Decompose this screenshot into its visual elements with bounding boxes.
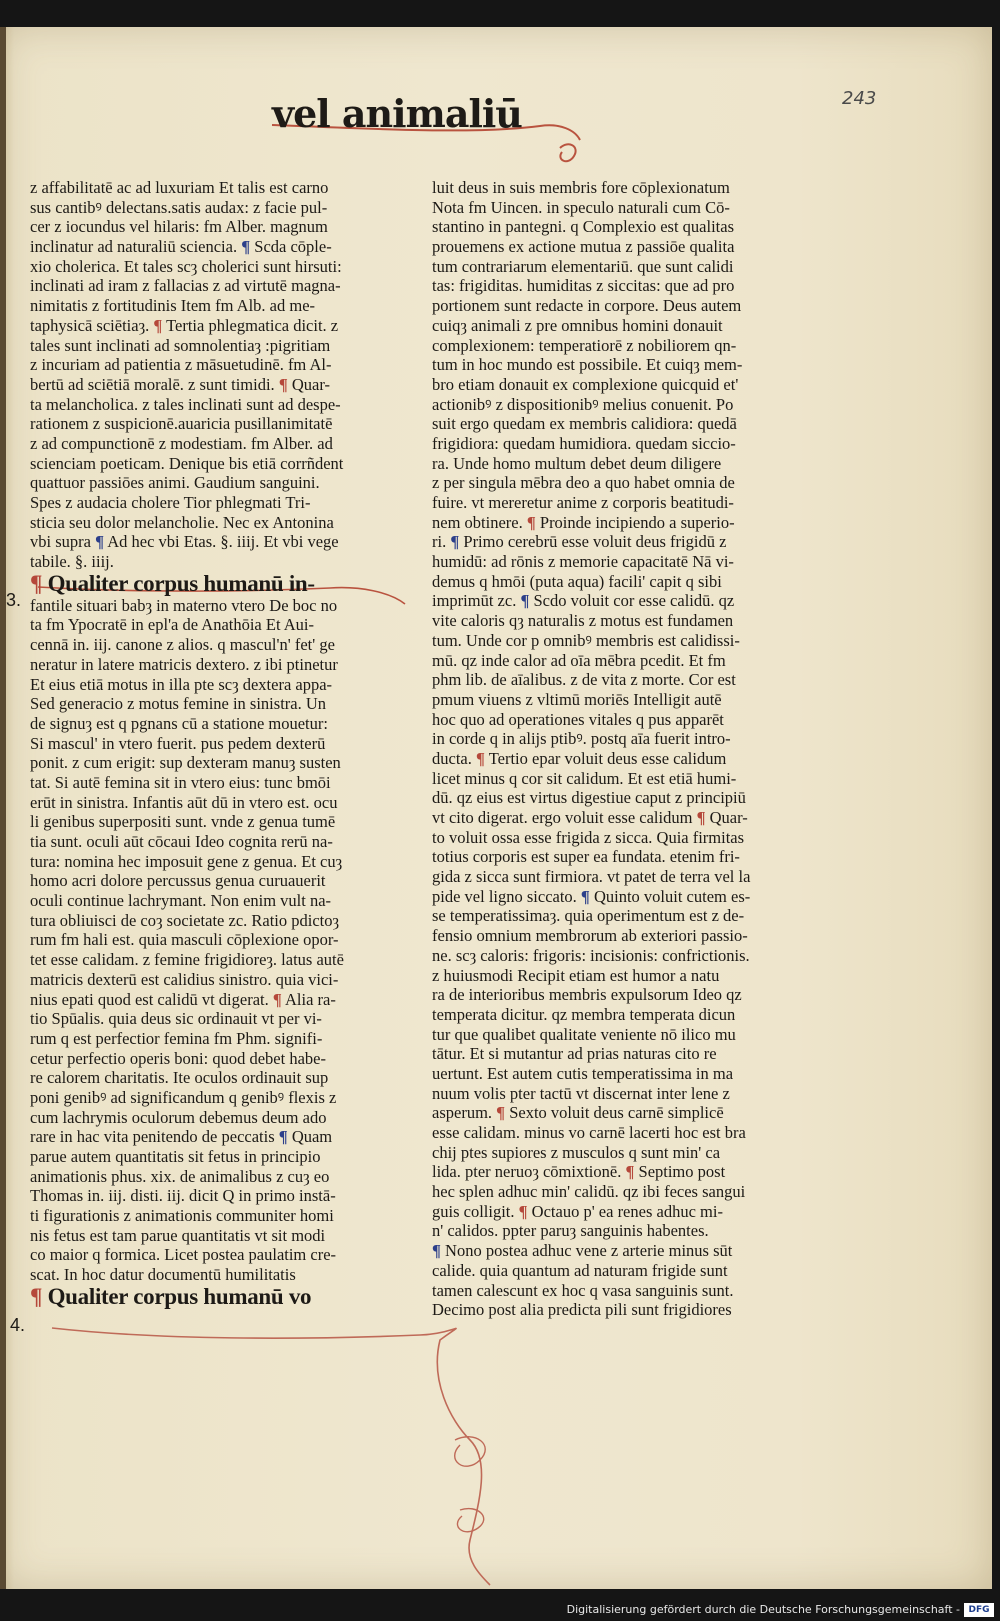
text-line: matricis dexterū est calidius sinistro. quia vici-: [30, 969, 339, 989]
text-line: nimitatis z fortitudinis Item fm Alb. ad me-: [30, 296, 316, 316]
text-line: phm lib. de aīalibus. z de vita z morte. Cor est: [432, 670, 736, 690]
text-line: tamen calescunt ex hoc q vasa sanguinis sunt.: [432, 1280, 734, 1300]
text-line: li genibus superpositi sunt. vnde z genua tumē: [30, 812, 336, 832]
text-line: humidū: ad rōnis z memorie capacitatē Nā vi-: [432, 552, 734, 572]
text-line: oculi continue lachrymant. Non enim vult na-: [30, 891, 332, 911]
text-line: Sed generacio z motus femine in sinistra. Un: [30, 694, 327, 714]
text-line: scienciam poeticam. Denique bis etiā corrñdent: [30, 453, 344, 473]
text-line: demus q hmōi (puta aqua) facili' capit q sibi: [432, 571, 722, 591]
text-line: tet esse calidam. z femine frigidioreȝ. latus autē: [30, 950, 344, 970]
rubric-paragraph-mark-icon: ¶: [30, 1284, 43, 1309]
rubric-paragraph-mark-icon: ¶: [496, 1103, 506, 1123]
text-line: tales sunt inclinati ad somnolentiaȝ :pigritiam: [30, 335, 331, 355]
text-line: calide. quia quantum ad naturam frigide sunt: [432, 1260, 728, 1280]
text-line: nis fetus est tam parue quantitatis vt sit modi: [30, 1225, 326, 1245]
rubric-paragraph-mark-icon: ¶: [95, 532, 104, 552]
text-line: z per singula mēbra deo a quo habet omnia de: [432, 473, 735, 493]
text-line: licet minus q cor sit calidum. Et est etiā humi-: [432, 768, 737, 788]
text-line: poni genibꝰ ad significandum q genibꝰ flexis z: [30, 1087, 337, 1107]
text-line: homo acri dolore percussus genua curuauerit: [30, 871, 326, 891]
text-line: animationis phus. xix. de animalibus z cuȝ eo: [30, 1166, 330, 1186]
text-line: nem obtinere. ¶ Proinde incipiendo a superio-: [432, 512, 735, 532]
text-line: dū. qz eius est virtus digestiue caput z principiū: [432, 788, 746, 808]
text-line: to voluit ossa esse frigida z sicca. Quia firmitas: [432, 827, 745, 847]
rubric-paragraph-mark-icon: ¶: [278, 1127, 288, 1147]
text-line: z ad compunctionē z modestiam. fm Alber. ad: [30, 433, 333, 453]
text-line: Si mascul' in vtero fuerit. pus pedem dexterū: [30, 733, 326, 753]
rubric-paragraph-mark-icon: ¶: [153, 315, 163, 335]
text-line: ra. Unde homo multum debet deum diligere: [432, 453, 722, 473]
text-line: tat. Si autē femina sit in vtero eius: tunc bmōi: [30, 772, 331, 792]
text-line: mū. qz inde calor ad oīa mēbra pcedit. Et fm: [432, 650, 726, 670]
text-line: z affabilitatē ac ad luxuriam Et talis est carno: [30, 178, 329, 197]
text-line: quattuor passiōes animi. Gaudium sanguini.: [30, 473, 320, 493]
text-line: rare in hac vita penitendo de peccatis ¶ Quam: [30, 1127, 333, 1147]
margin-number-4: 4.: [10, 1315, 26, 1335]
text-line: temperata dicitur. qz membra temperata dicun: [432, 1004, 736, 1024]
text-line: co maior q formica. Licet postea paulatim cre-: [30, 1245, 337, 1265]
text-line: rationem z suspicionē.auaricia pusillanimitatē: [30, 414, 333, 434]
text-line: re calorem charitatis. Ite oculos ordinauit sup: [30, 1068, 329, 1088]
rubric-paragraph-mark-icon: ¶: [241, 237, 251, 257]
text-line: nius epati quod est calidū vt digerat. ¶ Alia ra-: [30, 989, 336, 1009]
text-line: esse calidam. minus vo carnē lacerti hoc est bra: [432, 1123, 746, 1142]
text-line: ducta. ¶ Tertio epar voluit deus esse calidum: [432, 748, 727, 768]
text-line: portionem sunt redacte in corpore. Deus autem: [432, 296, 742, 316]
text-line: ti figurationis z animationis communiter homi: [30, 1206, 334, 1226]
text-line: z huiusmodi Recipit etiam est humor a natu: [432, 965, 720, 985]
text-line: parue autem quantitatis sit fetus in principio: [30, 1147, 321, 1166]
text-line: Nota fm Uincen. in speculo naturali cum Cō-: [432, 197, 730, 217]
text-line: tas: frigiditas. humiditas z siccitas: que ad pro: [432, 276, 735, 296]
text-line: Spes z audacia cholere Tior phlegmati Tri-: [30, 493, 311, 512]
text-line: ri. ¶ Primo cerebrū esse voluit deus frigidū z: [432, 532, 727, 552]
text-line: tio Spūalis. quia deus sic ordinauit vt per vi-: [30, 1009, 322, 1029]
text-line: hec splen adhuc min' calidū. qz ibi feces sangui: [432, 1182, 746, 1202]
rubric-paragraph-mark-icon: ¶: [625, 1162, 635, 1182]
text-line: tura: nomina hec imposuit gene z genua. Et cuȝ: [30, 851, 343, 871]
rubric-paragraph-mark-icon: ¶: [580, 886, 590, 906]
text-line: Thomas in. iij. disti. iij. dicit Q in primo instā-: [30, 1186, 336, 1206]
text-line: lida. pter neruoȝ cōmixtionē. ¶ Septimo post: [432, 1162, 726, 1182]
bottom-flourish-curl-lower: [457, 1509, 483, 1532]
text-line: guis colligit. ¶ Octauo p' ea renes adhuc mi-: [432, 1201, 723, 1221]
rubric-paragraph-mark-icon: ¶: [696, 808, 706, 827]
text-line: tabile. §. iiij.: [30, 552, 114, 572]
text-line: fuire. vt mereretur anime z corporis beatitudi-: [432, 493, 734, 512]
text-line: sus cantibꝰ delectans.satis audax: z facie pul-: [30, 197, 328, 217]
rubric-paragraph-mark-icon: ¶: [475, 748, 485, 768]
rubric-paragraph-mark-icon: ¶: [520, 591, 530, 611]
text-line: asperum. ¶ Sexto voluit deus carnē simplicē: [432, 1103, 724, 1123]
text-line: ne. scȝ caloris: frigoris: incisionis: confrictionis.: [432, 945, 750, 965]
text-line: gida z sicca sunt firmiora. vt patet de terra vel la: [432, 867, 751, 887]
text-line: rum fm hali est. quia masculi cōplexione opor-: [30, 930, 339, 950]
bottom-rubric-flourish: [52, 1328, 490, 1585]
text-line: luit deus in suis membris fore cōplexionatum: [432, 178, 730, 197]
text-line: cetur perfectio operis boni: quod debet habe-: [30, 1048, 326, 1068]
text-line: rum q est perfectior femina fm Phm. signifi-: [30, 1028, 323, 1048]
text-line: cuiqȝ animali z pre omnibus homini donauit: [432, 315, 723, 335]
rubric-paragraph-mark-icon: ¶: [272, 989, 282, 1009]
rubric-paragraph-mark-icon: ¶: [526, 512, 536, 532]
text-line: tātur. Et si mutantur ad prias naturas cito re: [432, 1044, 717, 1064]
right-text-column: [432, 178, 806, 1320]
text-line: pmum viuens z vltimū moriēs Intelligit autē: [432, 689, 722, 709]
text-line: pide vel ligno siccato. ¶ Quinto voluit cutem es-: [432, 886, 751, 906]
text-line: z incuriam ad patientia z māsuetudinē. fm Al-: [30, 355, 332, 375]
text-line: erūt in sinistra. Infantis aūt dū in vtero est. ocu: [30, 792, 338, 812]
text-line: tum in hoc mundo est possibile. Et cuiqȝ mem-: [432, 355, 743, 375]
text-line: hoc quo ad operationes vitales q pus apparēt: [432, 709, 724, 729]
text-line: cum lachrymis oculorum debemus deum ado: [30, 1107, 327, 1127]
dfg-logo-icon: DFG: [964, 1603, 994, 1617]
header-flourish-loop: [560, 144, 576, 161]
text-line: inclinati ad iram z fallacias z ad virtutē magna-: [30, 276, 341, 296]
text-line: neratur in latere matricis dextero. z ibi ptinetur: [30, 654, 338, 674]
folio-number: 243: [842, 88, 877, 109]
text-line: stantino in pantegni. q Complexio est qualitas: [432, 217, 735, 237]
text-line: actionibꝰ z dispositionibꝰ melius conuenit. Po: [432, 394, 734, 414]
text-line: frigidiora: quedam humidiora. quedam siccio-: [432, 433, 736, 453]
text-line: tia sunt. oculi aūt cōcaui Ideo cognita rerū na-: [30, 832, 333, 851]
text-line: bertū ad sciētiā moralē. z sunt timidi. ¶ Quar-: [30, 374, 331, 394]
text-line: fantile situari babȝ in materno vtero De boc no: [30, 595, 338, 615]
text-line: cer z iocundus vel hilaris: fm Alber. magnum: [30, 217, 328, 237]
rubric-paragraph-mark-icon: ¶: [278, 374, 288, 394]
text-line: tum contrariarum elementariū. que sunt calidi: [432, 256, 734, 276]
text-line: ponit. z cum erigit: sup dexteram manuȝ susten: [30, 753, 341, 773]
rubric-paragraph-mark-icon: ¶: [432, 1241, 441, 1261]
rubric-paragraph-mark-icon: ¶: [450, 532, 460, 552]
text-line: uertunt. Est autem cutis temperatissima in ma: [432, 1063, 734, 1083]
text-line: fensio omnium membrorum ab exteriori passio-: [432, 926, 748, 946]
text-line: complexionem: temperatiorē z nobiliorem qn-: [432, 335, 737, 355]
text-line: ta melancholica. z tales inclinati sunt ad despe-: [30, 394, 341, 414]
text-line: sticia seu dolor melancholie. Nec ex Antonina: [30, 512, 334, 532]
text-line: chij ptes supiores z musculos q sunt min' ca: [432, 1142, 721, 1162]
text-line: vite caloris qȝ naturalis z motus est fundamen: [432, 611, 734, 631]
text-line: ¶ Qualiter corpus humanū in-: [30, 571, 315, 596]
rubric-paragraph-mark-icon: ¶: [518, 1201, 528, 1221]
text-line: imprimūt zc. ¶ Scdo voluit cor esse calidū. qz: [432, 591, 735, 611]
text-line: scat. In hoc datur documentū humilitatis: [30, 1265, 296, 1285]
footer-credit: Digitalisierung gefördert durch die Deutsche Forschungsgemeinschaft -: [566, 1603, 960, 1616]
margin-number-3: 3.: [6, 590, 22, 610]
text-line: vt cito digerat. ergo voluit esse calidum ¶ Quar-: [432, 808, 748, 827]
text-line: ra de interioribus membris expulsorum Ideo qz: [432, 985, 742, 1005]
text-line: inclinatur ad naturaliū sciencia. ¶ Scda cōple-: [30, 237, 332, 257]
text-line: tura obliuisci de coȝ societate zc. Ratio pdictoȝ: [30, 910, 340, 930]
text-line: bro etiam donauit ex complexione quicquid et': [432, 374, 739, 394]
text-line: tum. Unde cor p omnibꝰ membris est calidissi-: [432, 630, 740, 650]
text-line: cennā in. iij. canone z alios. q mascul'n' fet' ge: [30, 635, 335, 655]
text-line: Decimo post alia predicta pili sunt frigidiores: [432, 1300, 732, 1320]
text-line: totius corporis est super ea fundata. etenim fri-: [432, 847, 740, 867]
text-line: suit ergo quedam ex membris calidiora: quedā: [432, 414, 737, 434]
text-line: taphysicā sciētiaȝ. ¶ Tertia phlegmatica dicit. z: [30, 315, 339, 335]
text-line: prouemens ex actione mutua z passiōe qualita: [432, 237, 735, 257]
text-line: in corde q in alijs ptibꝰ. postq aīa fuerit intro-: [432, 729, 731, 749]
text-line: n' calidos. ppter paruȝ sanguinis habentes.: [432, 1221, 709, 1241]
text-line: se temperatissimaȝ. quia operimentum est z de-: [432, 906, 745, 926]
text-line: ¶ Qualiter corpus humanū vo: [30, 1284, 312, 1309]
text-line: de signuȝ est q pgnans cū a statione mouetur:: [30, 713, 328, 733]
text-line: ¶ Nono postea adhuc vene z arterie minus sūt: [432, 1241, 733, 1261]
running-title: vel animaliū: [272, 91, 522, 136]
left-text-column: [30, 178, 414, 1309]
text-line: tur que qualibet qualitate veniente nō ilico mu: [432, 1024, 736, 1044]
rubric-paragraph-mark-icon: ¶: [30, 571, 43, 596]
text-line: vbi supra ¶ Ad hec vbi Etas. §. iiij. Et vbi vege: [30, 532, 339, 552]
text-line: ta fm Ypocratē in epl'a de Anathōia Et Aui-: [30, 615, 315, 635]
text-line: Et eius etiā motus in illa pte scȝ dextera appa-: [30, 674, 333, 694]
text-line: nuum volis pter tactū vt discernat inter lene z: [432, 1083, 730, 1103]
text-line: xio cholerica. Et tales scȝ cholerici sunt hirsuti:: [30, 256, 342, 276]
